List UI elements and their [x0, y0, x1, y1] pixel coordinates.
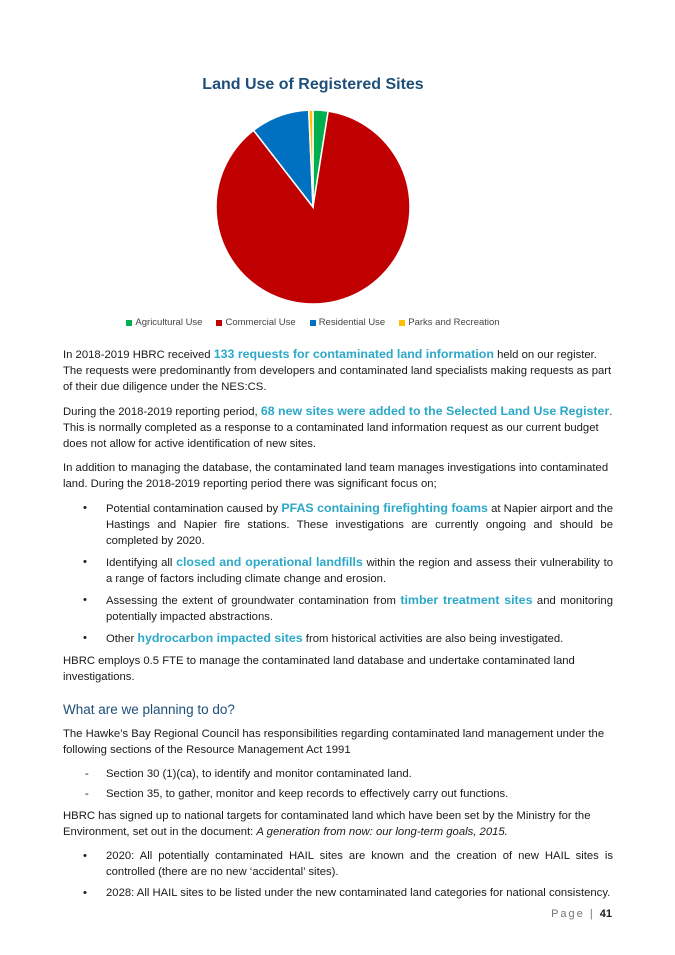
chart-title: Land Use of Registered Sites — [202, 76, 424, 93]
paragraph-targets — [63, 808, 613, 840]
highlight-text: timber treatment sites — [400, 593, 533, 607]
bullet-icon: • — [83, 594, 87, 606]
bullet-icon: • — [83, 632, 87, 644]
bullet-icon: • — [83, 850, 87, 862]
text: and monitoring potentially impacted abstractions. — [106, 595, 613, 623]
legend-item-residential — [310, 317, 386, 328]
dash-icon: - — [85, 768, 89, 780]
page-label: Page | — [551, 908, 600, 920]
text: In 2018-2019 HBRC received — [63, 349, 214, 361]
text: Identifying all — [106, 557, 177, 569]
list-item — [63, 848, 613, 880]
legend-swatch-residential — [310, 320, 316, 326]
paragraph-requests — [63, 346, 613, 395]
paragraph-investigations: In addition to managing the database, the contaminated land team manages investigations into contaminated land. During the 2018-2019 reporting period there was significant focus on; — [63, 462, 609, 490]
dash-icon: - — [85, 788, 89, 800]
list-item — [63, 554, 613, 587]
text: HBRC has signed up to national targets for contaminated land which have been set by the Ministry for the Environment, set out in the document: — [63, 810, 591, 838]
text: . This is normally completed as a response to a contaminated land information request as our current budget does not allow for active identification of new sites. — [63, 406, 613, 450]
page-footer — [551, 908, 612, 920]
legend-label: Residential Use — [318, 317, 386, 328]
legend-label: Agricultural Use — [135, 317, 203, 328]
text: held on our register. The requests were predominantly from developers and contaminated land specialists making requests as part of their due diligence under the NES:CS. — [63, 349, 612, 393]
document-title: A generation from now: our long-term goals, 2015. — [256, 826, 508, 838]
highlight-text: PFAS containing firefighting foams — [281, 501, 488, 515]
highlight-text: 133 requests for contaminated land information — [213, 347, 494, 361]
section-heading: What are we planning to do? — [63, 702, 235, 717]
text: Potential contamination caused by — [106, 503, 282, 515]
text: within the region and assess their vulnerability to a range of factors including climate change and erosion. — [106, 557, 613, 585]
list-item — [63, 786, 613, 802]
pie-chart — [210, 104, 416, 310]
text: During the 2018-2019 reporting period, — [63, 406, 261, 418]
targets-list — [63, 848, 613, 901]
text: at Napier airport and the Hastings and Napier fire stations. These investigations are currently ongoing and should be completed by 2020. — [106, 503, 613, 547]
legend-label: Parks and Recreation — [408, 317, 500, 328]
highlight-text: 68 new sites were added to the Selected Land Use Register — [260, 404, 610, 418]
document-body — [63, 346, 613, 907]
text: from historical activities are also being investigated. — [302, 633, 564, 645]
legend-item-agricultural — [126, 317, 202, 328]
paragraph-fte: HBRC employs 0.5 FTE to manage the contaminated land database and undertake contaminated land investigations. — [63, 655, 575, 683]
list-item — [63, 500, 613, 549]
list-item — [63, 885, 613, 901]
list-item — [63, 592, 613, 625]
bullet-icon: • — [83, 556, 87, 568]
highlight-text: closed and operational landfills — [176, 555, 363, 569]
paragraph-new-sites — [63, 403, 613, 452]
list-item — [63, 766, 613, 782]
focus-list — [63, 500, 613, 647]
legend-item-parks — [399, 317, 499, 328]
bullet-icon: • — [83, 887, 87, 899]
paragraph-responsibilities: The Hawke’s Bay Regional Council has responsibilities regarding contaminated land management under the following sections of the Resource Management Act 1991 — [63, 728, 605, 756]
text: Assessing the extent of groundwater contamination from — [106, 595, 401, 607]
page-number: 41 — [599, 908, 612, 920]
text: Section 35, to gather, monitor and keep records to effectively carry out functions. — [106, 788, 509, 800]
text: Section 30 (1)(ca), to identify and monitor contaminated land. — [106, 768, 412, 780]
legend-label: Commercial Use — [225, 317, 296, 328]
text: 2028: All HAIL sites to be listed under the new contaminated land categories for national consistency. — [106, 887, 611, 899]
text: Other — [106, 633, 138, 645]
text: 2020: All potentially contaminated HAIL sites are known and the creation of new HAIL sites is controlled (there are no new ‘accidental’ sites). — [106, 850, 613, 878]
highlight-text: hydrocarbon impacted sites — [137, 631, 303, 645]
bullet-icon: • — [83, 502, 87, 514]
legend-swatch-agricultural — [126, 320, 132, 326]
legend-item-commercial — [216, 317, 295, 328]
legend-swatch-parks — [399, 320, 405, 326]
chart-legend — [0, 317, 626, 328]
legend-swatch-commercial — [216, 320, 222, 326]
sections-list — [63, 766, 613, 802]
list-item — [63, 630, 613, 647]
